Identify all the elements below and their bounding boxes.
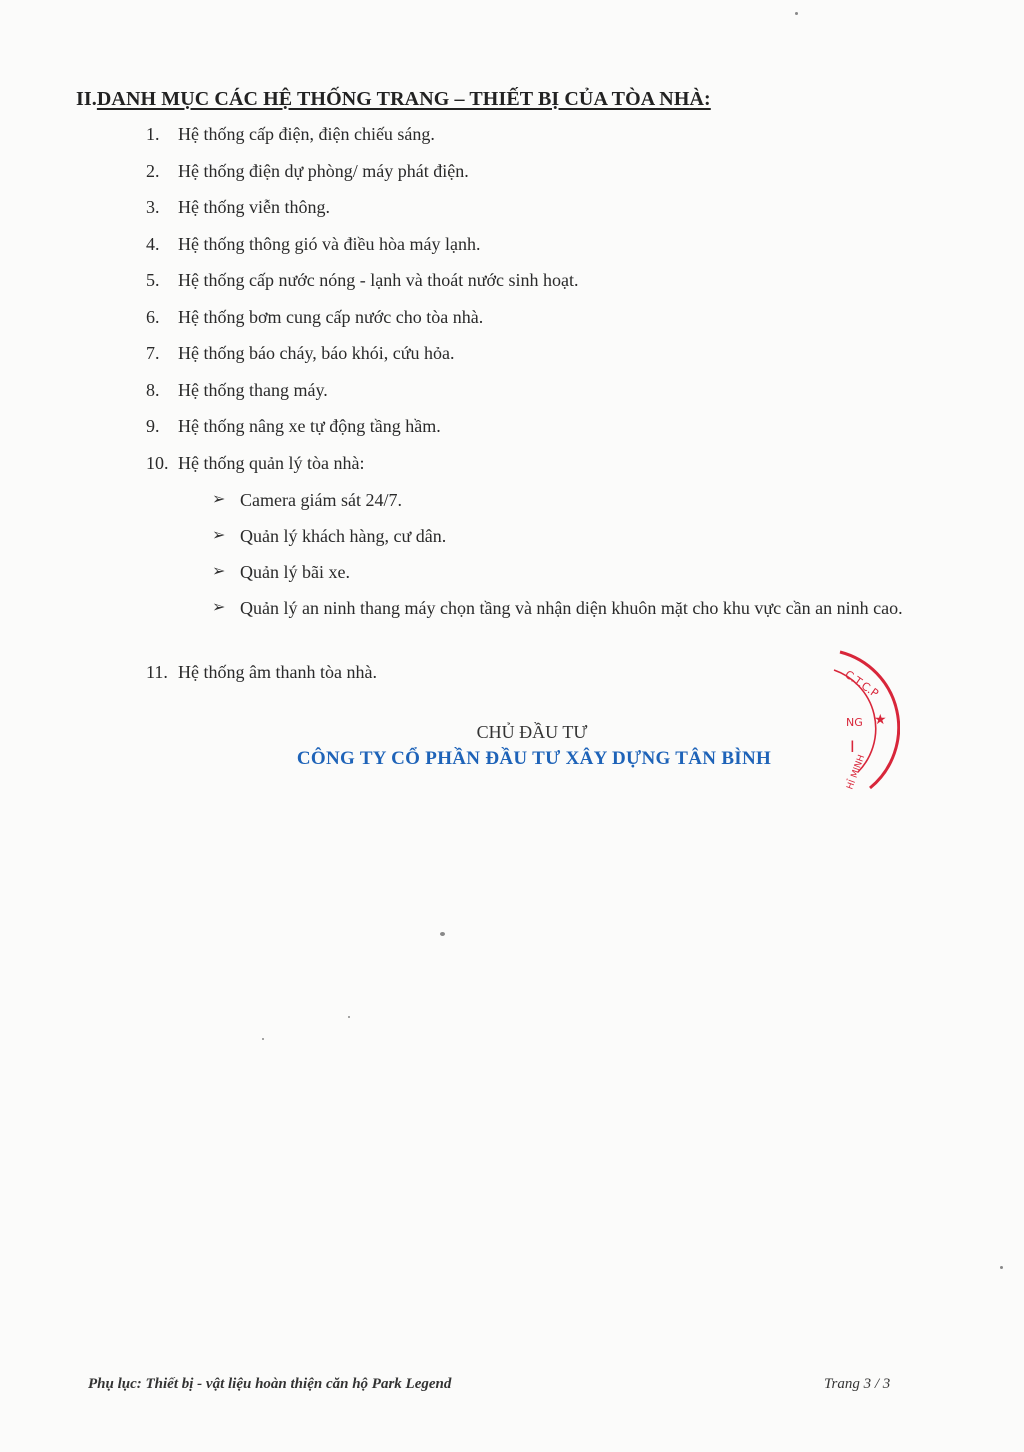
section-number: II. [76,88,97,110]
item-text: Hệ thống thông gió và điều hòa máy lạnh. [178,233,481,254]
signer-company: CÔNG TY CỔ PHẦN ĐẦU TƯ XÂY DỰNG TÂN BÌNH [296,748,772,769]
seal-mark: I [850,737,855,756]
sub-item-text: Camera giám sát 24/7. [240,490,402,510]
company-seal [800,640,900,800]
item-text: Hệ thống nâng xe tự động tầng hầm. [178,416,441,436]
section-heading [76,88,711,111]
list-item [146,380,946,417]
scan-speck [440,932,445,936]
scan-speck [795,12,798,15]
section-title: DANH MỤC CÁC HỆ THỐNG TRANG – THIẾT BỊ CỦA TÒA NHÀ: [96,88,711,110]
list-item [146,453,946,490]
footer-title: Phụ lục: Thiết bị - vật liệu hoàn thiện căn hộ Park Legend [88,1376,452,1392]
seal-side-text-2: HỈ MINH [845,753,868,792]
scan-speck [348,1016,350,1018]
item-text: Hệ thống âm thanh tòa nhà. [178,662,377,682]
item-number: 4. [146,233,160,254]
item-number: 8. [146,379,160,400]
scan-speck [1000,1266,1003,1269]
item-text: Hệ thống cấp điện, điện chiếu sáng. [178,124,435,144]
item-text: Hệ thống quản lý tòa nhà: [178,452,365,473]
list-item [146,197,946,234]
sub-list-item [212,560,932,584]
item-number: 7. [146,343,160,363]
system-list [146,124,946,489]
list-item [146,270,946,307]
list-item [146,307,946,344]
sub-item-text: Quản lý khách hàng, cư dân. [240,526,447,546]
item-text: Hệ thống thang máy. [178,379,328,400]
item-number: 5. [146,270,160,290]
seal-star-icon: ★ [874,712,887,728]
arrow-bullet-icon: ➢ [212,491,226,508]
seal-side-text: NG [846,716,863,729]
item-number: 10. [146,452,169,473]
sub-list [212,488,932,632]
list-item [146,161,946,198]
list-item [146,343,946,380]
sub-list-item [212,488,932,512]
arrow-bullet-icon: ➢ [212,563,226,580]
list-item [146,124,946,161]
arrow-bullet-icon: ➢ [212,527,226,544]
item-text: Hệ thống viễn thông. [178,197,330,217]
sub-item-text: Quản lý an ninh thang máy chọn tầng và nhận diện khuôn mặt cho khu vực cần an ninh cao. [240,598,903,618]
item-number: 6. [146,306,160,327]
scan-speck [262,1038,264,1040]
signer-role: CHỦ ĐẦU TƯ [476,722,588,742]
item-text: Hệ thống điện dự phòng/ máy phát điện. [178,160,469,181]
list-item [146,234,946,271]
item-text: Hệ thống báo cháy, báo khói, cứu hỏa. [178,343,455,363]
list-item [146,416,946,453]
item-number: 3. [146,197,160,217]
sub-list-item [212,524,932,548]
page-number: Trang 3 / 3 [824,1376,891,1392]
arrow-bullet-icon: ➢ [212,599,226,616]
item-number: 1. [146,124,160,144]
sub-item-text: Quản lý bãi xe. [240,562,350,582]
item-number: 9. [146,416,160,436]
item-number: 2. [146,160,160,181]
sub-list-item [212,596,912,620]
seal-arc-text: C.T.C.P [842,667,881,701]
list-item [146,662,846,699]
item-number: 11. [146,662,168,682]
item-text: Hệ thống cấp nước nóng - lạnh và thoát nước sinh hoạt. [178,270,579,290]
item-text: Hệ thống bơm cung cấp nước cho tòa nhà. [178,306,484,327]
